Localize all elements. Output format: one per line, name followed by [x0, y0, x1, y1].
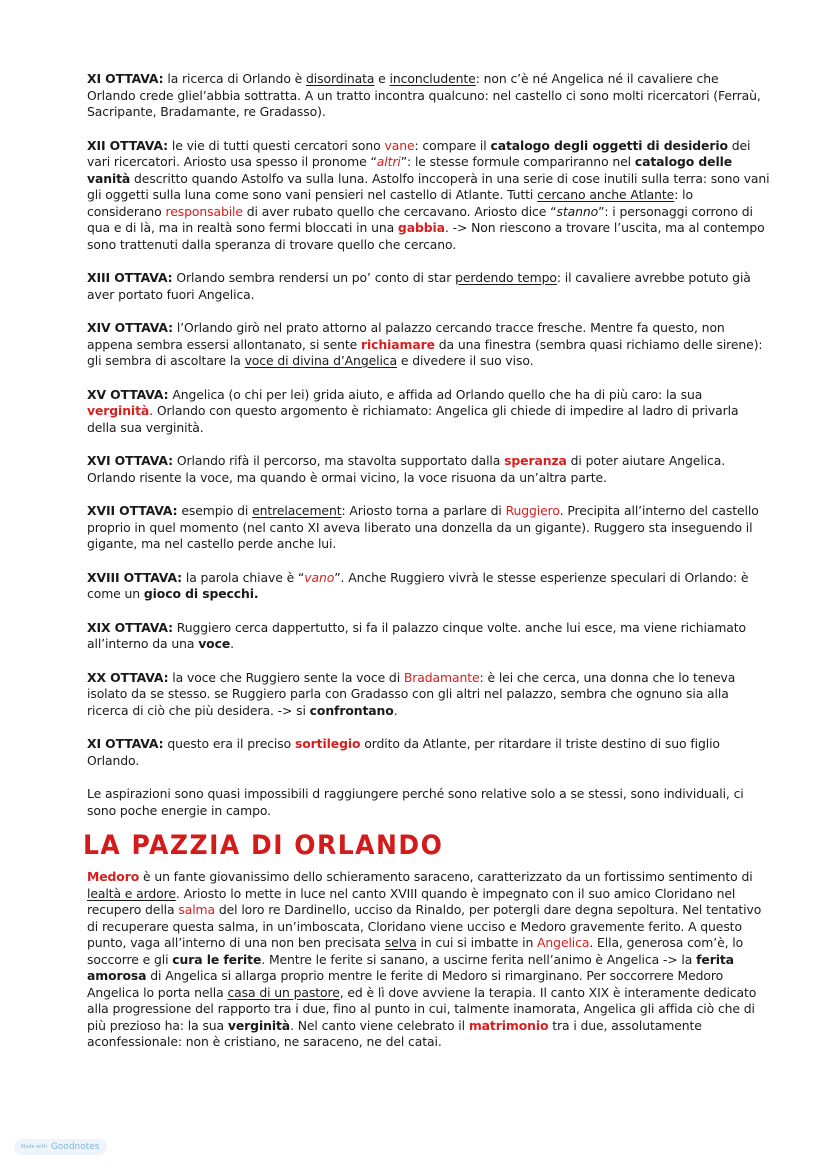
text: ”: i personaggi corrono di qua e di là, ma in realtà sono fermi bloccati in una [87, 203, 753, 235]
paragraph-xvi-ottava [87, 453, 770, 486]
text: è un fante giovanissimo dello schieramento saraceno, caratterizzato da un fortissimo sentimento di [139, 869, 753, 884]
underlined: cercano anche Atlante [537, 187, 675, 202]
bold: gioco di specchi. [143, 586, 259, 601]
text: in cui si imbatte in [416, 935, 538, 950]
text: le vie di tutti questi cercatori sono [168, 137, 385, 153]
text: da una finestra (sembra quasi richiamo delle sirene): gli sembra di ascoltare la [87, 336, 763, 368]
document-body [83, 71, 770, 1068]
label: XVII OTTAVA: [87, 503, 178, 518]
text: la ricerca di Orlando è [163, 71, 306, 86]
highlight: verginità [87, 403, 150, 418]
highlight: sortilegio [294, 736, 361, 751]
underlined: perdendo tempo [455, 270, 557, 285]
text: la voce che Ruggiero sente la voce di [168, 669, 404, 685]
text: : Ariosto torna a parlare di [341, 503, 506, 518]
underlined: selva [384, 935, 417, 950]
text: Le aspirazioni sono quasi impossibili d raggiungere perché sono relative solo a se stessi, sono individuali, ci sono poche energie in campo. [87, 786, 744, 818]
bold: cura le ferite [172, 951, 262, 967]
underlined: voce di divina d’Angelica [244, 353, 397, 368]
highlight: vane [384, 137, 415, 153]
underlined: casa di un pastore [227, 984, 340, 1000]
label: XV OTTAVA: [87, 386, 169, 402]
text: esempio di [177, 503, 253, 518]
text: . Mentre le ferite si sanano, a uscirne ferita nell’animo è Angelica -> la [261, 951, 697, 967]
text: di poter aiutare Angelica. Orlando risente la voce, ma quando è ormai vicino, la voce risuona da un’altra parte. [87, 453, 726, 485]
text: dei vari ricercatori. Ariosto usa spesso il pronome “ [87, 137, 751, 169]
text: di aver rubato quello che cercavano. Ariosto dice “ [242, 203, 557, 219]
text: : non c’è né Angelica né il cavaliere che Orlando crede glielʼabbia sottratta. A un tratto incontra qualcuno: nel castello ci sono molti ricercatori (Ferraù, Sacripante, Bradamante, re Gradasso). [87, 71, 761, 119]
highlight: responsabile [165, 203, 243, 219]
label: XX OTTAVA: [87, 669, 169, 685]
paragraph-xiv-ottava [87, 320, 770, 370]
text: descritto quando Astolfo va sulla luna. Astolfo inccoperà in una serie di cose inutili sulla terra: sono vani gli oggetti sulla luna come sono vani pensieri nel castello di Atlante. Tutti [87, 170, 770, 202]
text: . -> Non riescono a trovare l’uscita, ma al contempo sono trattenuti dalla speranza di trovare quello che cercano. [87, 220, 765, 252]
text: . Precipita all’interno del castello proprio in quel momento (nel canto XI aveva liberato una donzella da un gigante). Ruggero sta inseguendo il gigante, ma nel castello perde anche lui. [87, 503, 759, 551]
text: ”: le stesse formule compariranno nel [400, 154, 635, 169]
bold: catalogo degli oggetti di desiderio [490, 137, 728, 153]
text: : il cavaliere avrebbe potuto già aver portato fuori Angelica. [87, 270, 751, 302]
paragraph-medoro [87, 869, 770, 1051]
text: e [374, 71, 390, 86]
paragraph-xv-ottava [87, 387, 770, 437]
text: : lo considerano [87, 187, 693, 219]
text: . Ariosto lo mette in luce nel canto XVIII quando è impegnato con il suo amico Cloridano nel recupero della [87, 885, 736, 917]
badge-prefix: Made with [21, 1144, 47, 1150]
paragraph-xvii-ottava [87, 503, 770, 553]
highlight: altri [376, 154, 401, 169]
text: . Ella, generosa com’è, lo soccorre e gli [87, 935, 744, 967]
highlight: speranza [504, 453, 567, 468]
text: del loro re Dardinello, ucciso da Rinaldo, per potergli dare degna sepoltura. Nel tentativo di recuperare questa salma, in un’imboscata, Cloridano viene ucciso e Medoro gravemente ferito. A questo punto, vaga all’interno di una non ben precisata [87, 902, 762, 950]
underlined: lealtà e ardore [87, 885, 176, 901]
label: XVIII OTTAVA: [87, 569, 183, 585]
paragraph-xix-ottava [87, 620, 770, 653]
text: Orlando sembra rendersi un po’ conto di star [172, 270, 456, 285]
text: la parola chiave è “ [182, 569, 305, 585]
underlined: inconcludente [389, 71, 476, 86]
text: . Orlando con questo argomento è richiamato: Angelica gli chiede di impedire al ladro di privarla della sua verginità. [87, 403, 739, 435]
underlined: disordinata [306, 71, 375, 86]
highlight: matrimonio [468, 1017, 549, 1033]
highlight: salma [178, 902, 216, 917]
paragraph-xiii-ottava [87, 270, 770, 303]
text: Ruggiero cerca dappertutto, si fa il palazzo cinque volte. anche lui esce, ma viene richiamato all’interno da una [87, 619, 747, 651]
label: XIX OTTAVA: [87, 619, 173, 635]
italic: stanno [556, 203, 599, 219]
paragraph-xviii-ottava [87, 570, 770, 603]
label: XI OTTAVA: [87, 71, 164, 86]
text: . [230, 636, 234, 651]
text: e divedere il suo viso. [397, 353, 534, 368]
label: XIII OTTAVA: [87, 270, 173, 285]
highlight: Medoro [87, 869, 140, 884]
highlight: gabbia [397, 220, 445, 235]
text: di Angelica si allarga proprio mentre le ferite di Medoro si rimarginano. Per soccorrere Medoro Angelica lo porta nella [87, 968, 724, 1000]
text: l’Orlando girò nel prato attorno al palazzo cercando tracce fresche. Mentre fa questo, non appena sembra essersi allontanato, si sente [87, 320, 725, 352]
badge-brand: Goodnotes [50, 1142, 100, 1152]
paragraph-xi-ottava-2 [87, 736, 770, 769]
goodnotes-badge[interactable] [14, 1139, 107, 1155]
text: ”. Anche Ruggiero vivrà le stesse esperienze speculari di Orlando: è come un [87, 569, 749, 601]
section-heading: LA PAZZIA DI ORLANDO [83, 830, 444, 861]
bold: ferita amorosa [87, 951, 734, 983]
text: ordito da Atlante, per ritardare il triste destino di suo figlio Orlando. [87, 736, 720, 768]
label: XII OTTAVA: [87, 137, 169, 153]
text: : compare il [414, 137, 491, 153]
paragraph-aspirazioni [87, 786, 770, 819]
bold: voce [198, 636, 231, 651]
highlight: Angelica [537, 935, 590, 950]
text: Angelica (o chi per lei) grida aiuto, e affida ad Orlando quello che ha di più caro: la sua [168, 386, 703, 402]
paragraph-xi-ottava [87, 71, 770, 121]
label: XI OTTAVA: [87, 736, 164, 751]
text: , ed è lì dove avviene la terapia. Il canto XIX è interamente dedicato alla progressione del rapporto tra i due, fino al punto in cui, talmente inamorata, Angelica gli affida ciò che di più prezioso ha: la sua [87, 984, 757, 1033]
text: tra i due, assolutamente aconfessionale: non è cristiano, ne saraceno, ne del catai. [87, 1017, 702, 1049]
paragraph-xii-ottava [87, 138, 770, 254]
text: . [393, 702, 398, 718]
highlight: vano [304, 569, 335, 585]
highlight: Bradamante [403, 669, 480, 685]
underlined: entrelacement [252, 503, 342, 518]
text: Orlando rifà il percorso, ma stavolta supportato dalla [173, 453, 505, 468]
bold: verginità [227, 1017, 291, 1033]
bold: confrontano [309, 702, 394, 718]
paragraph-xx-ottava [87, 670, 770, 720]
highlight: Ruggiero [505, 503, 560, 518]
label: XIV OTTAVA: [87, 320, 173, 335]
label: XVI OTTAVA: [87, 453, 173, 468]
text: . Nel canto viene celebrato il [290, 1017, 469, 1033]
highlight: richiamare [360, 336, 435, 352]
text: : è lei che cerca, una donna che lo teneva isolato da se stesso. se Ruggiero parla con Gradasso con gli altri nel palazzo, sembra che ognuno sia alla ricerca di ciò che più desidera. -> si [87, 669, 736, 718]
text: questo era il preciso [163, 736, 295, 751]
bold: catalogo delle vanità [87, 154, 733, 186]
